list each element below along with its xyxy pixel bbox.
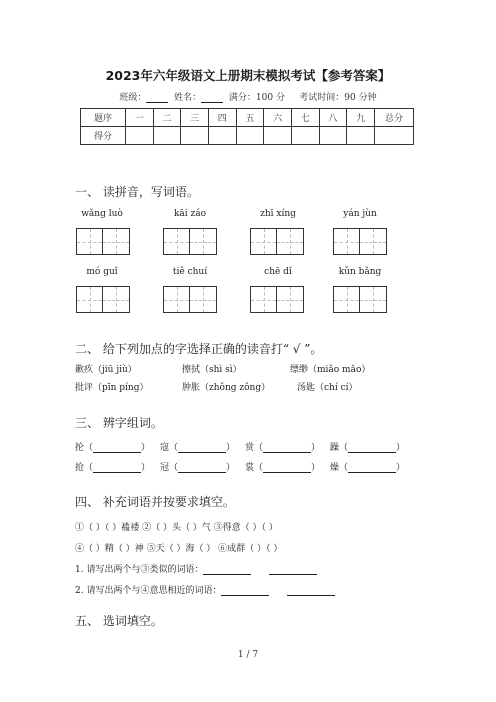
score-header-cell: 六	[264, 109, 292, 127]
score-table	[80, 108, 414, 145]
pinyin-label: wǎng luò	[81, 209, 123, 219]
section1-heading: 一、 读拼音，写词语。	[75, 185, 199, 199]
score-cell[interactable]	[347, 127, 375, 145]
score-header-cell: 三	[181, 109, 209, 127]
score-header-cell: 一	[126, 109, 154, 127]
answer-blank[interactable]	[263, 462, 311, 473]
score-cell[interactable]	[264, 127, 292, 145]
group-char: 燥	[330, 463, 340, 473]
question-2	[75, 583, 335, 596]
section3-heading: 三、 辨字组词。	[75, 416, 163, 430]
name-label: 姓名：	[174, 93, 202, 103]
score-header-cell: 八	[319, 109, 347, 127]
page-number: 1 / 7	[237, 650, 259, 660]
group-char: 冠	[160, 463, 170, 473]
grid-cell[interactable]	[360, 286, 387, 313]
reading-item: 歉疚（jiū jiù）	[75, 365, 137, 375]
reading-item: 擦拭（shì sì）	[182, 365, 242, 375]
score-header-cell: 七	[291, 109, 319, 127]
exam-info-line	[0, 90, 496, 103]
writing-grid	[333, 228, 387, 255]
score-cell[interactable]	[126, 127, 154, 145]
pinyin-label: kāi záo	[173, 209, 207, 219]
reading-item: 批评（pīn píng）	[75, 383, 149, 393]
group-char: 抡	[75, 443, 85, 453]
question-2-text: 2. 请写出两个与④意思相近的词语：	[75, 586, 222, 596]
grid-cell[interactable]	[190, 228, 217, 255]
score-table-score-row	[81, 127, 414, 145]
writing-grid	[76, 228, 130, 255]
idiom-line: ①（ ）（ ）褴褛 ②（ ）头（ ）气 ③得意（ ）（ ）	[75, 523, 278, 533]
reading-item: 肿胀（zhǒng zǒng）	[182, 383, 271, 393]
grid-cell[interactable]	[333, 228, 360, 255]
score-header-cell: 题序	[81, 109, 126, 127]
question-1-text: 1. 请写出两个与③类似的词语：	[75, 565, 204, 575]
reading-item: 汤匙（chí cí）	[297, 383, 358, 393]
word-group-item: 冠（ ）	[160, 463, 236, 473]
exam-time: 考试时间：90 分钟	[299, 93, 377, 103]
pinyin-label: yán jùn	[343, 209, 377, 219]
answer-blank[interactable]	[178, 462, 226, 473]
grid-cell[interactable]	[163, 228, 190, 255]
pinyin-label: mó guǐ	[86, 267, 118, 277]
grid-cell[interactable]	[277, 286, 304, 313]
pinyin-label: kǔn bǎng	[338, 267, 382, 277]
grid-cell[interactable]	[250, 228, 277, 255]
group-char: 躁	[330, 443, 340, 453]
score-table-header-row	[81, 109, 414, 127]
writing-grid	[333, 286, 387, 313]
word-group-item: 赏（ ）	[245, 443, 321, 453]
score-header-cell: 五	[236, 109, 264, 127]
group-char: 寇	[160, 443, 170, 453]
grid-cell[interactable]	[103, 286, 130, 313]
answer-blank[interactable]	[203, 564, 251, 575]
section2-heading: 二、 给下列加点的字选择正确的读音打“ √ ”。	[75, 342, 323, 356]
grid-cell[interactable]	[76, 286, 103, 313]
writing-grid	[163, 286, 217, 313]
word-group-item: 抡（ ）	[75, 443, 151, 453]
score-cell[interactable]	[319, 127, 347, 145]
section5-heading: 五、 选词填空。	[75, 614, 163, 628]
answer-blank[interactable]	[263, 442, 311, 453]
score-header-cell: 九	[347, 109, 375, 127]
grid-cell[interactable]	[333, 286, 360, 313]
answer-blank[interactable]	[93, 442, 141, 453]
class-blank	[146, 92, 168, 103]
answer-blank[interactable]	[287, 585, 335, 596]
section4-heading: 四、 补充词语并按要求填空。	[75, 495, 235, 509]
idiom-line: ④（ ）精（ ）神 ⑤天（ ）海（ ） ⑥成群（ ）（ ）	[75, 544, 283, 554]
word-group-item: 躁（ ）	[330, 443, 406, 453]
score-row-label: 得分	[81, 127, 126, 145]
answer-blank[interactable]	[93, 462, 141, 473]
reading-item: 缥缈（miǎo mǎo）	[290, 365, 371, 375]
score-header-cell: 二	[153, 109, 181, 127]
answer-blank[interactable]	[221, 585, 269, 596]
score-cell[interactable]	[153, 127, 181, 145]
pinyin-label: tiě chuí	[172, 267, 208, 277]
grid-cell[interactable]	[190, 286, 217, 313]
grid-cell[interactable]	[163, 286, 190, 313]
grid-cell[interactable]	[277, 228, 304, 255]
pinyin-label: chē dǐ	[264, 267, 292, 277]
grid-cell[interactable]	[76, 228, 103, 255]
document-title: 2023年六年级语文上册期末模拟考试【参考答案】	[105, 68, 391, 83]
score-header-cell: 四	[208, 109, 236, 127]
answer-blank[interactable]	[269, 564, 317, 575]
score-cell[interactable]	[375, 127, 414, 145]
group-char: 抢	[75, 463, 85, 473]
group-char: 裳	[245, 463, 255, 473]
word-group-item: 燥（ ）	[330, 463, 406, 473]
pinyin-label: zhī xíng	[260, 209, 296, 219]
grid-cell[interactable]	[103, 228, 130, 255]
full-score: 满分：100 分	[228, 93, 285, 103]
word-group-item: 抢（ ）	[75, 463, 151, 473]
word-group-item: 寇（ ）	[160, 443, 236, 453]
group-char: 赏	[245, 443, 255, 453]
answer-blank[interactable]	[348, 442, 396, 453]
score-cell[interactable]	[181, 127, 209, 145]
word-group-item: 裳（ ）	[245, 463, 321, 473]
answer-blank[interactable]	[178, 442, 226, 453]
writing-grid	[250, 286, 304, 313]
writing-grid	[163, 228, 217, 255]
score-cell[interactable]	[208, 127, 236, 145]
writing-grid	[250, 228, 304, 255]
score-header-cell: 总分	[375, 109, 414, 127]
grid-cell[interactable]	[250, 286, 277, 313]
answer-blank[interactable]	[348, 462, 396, 473]
class-label: 班级：	[119, 93, 147, 103]
score-cell[interactable]	[291, 127, 319, 145]
score-cell[interactable]	[236, 127, 264, 145]
question-1	[75, 562, 317, 575]
writing-grid	[76, 286, 130, 313]
name-blank	[201, 92, 223, 103]
grid-cell[interactable]	[360, 228, 387, 255]
